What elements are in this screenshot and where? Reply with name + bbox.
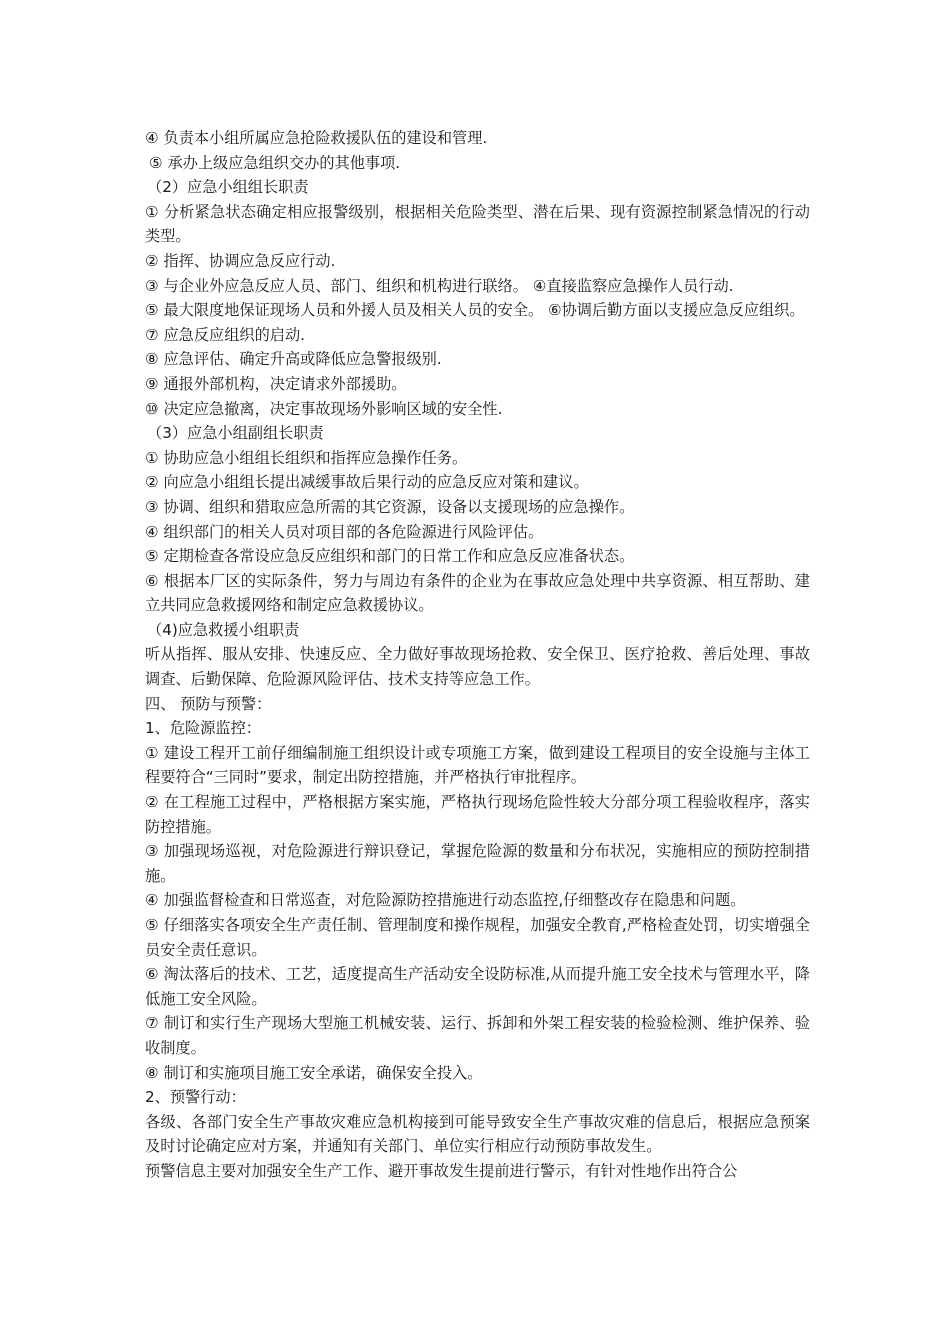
paragraph: （2）应急小组组长职责 — [147, 178, 309, 197]
paragraph: （4)应急救援小组职责 — [147, 620, 300, 639]
paragraph: 预警信息主要对加强安全生产工作、避开事故发生提前进行警示，有针对性地作出符合公 — [145, 1161, 738, 1180]
paragraph: ④ 组织部门的相关人员对项目部的各危险源进行风险评估。 — [145, 522, 544, 541]
paragraph: ① 协助应急小组组长组织和指挥应急操作任务。 — [145, 448, 468, 467]
paragraph: （3）应急小组副组长职责 — [147, 424, 324, 443]
paragraph: ③ 协调、组织和猎取应急所需的其它资源，设备以支援现场的应急操作。 — [145, 497, 635, 516]
paragraph: ③ 加强现场巡视，对危险源进行辩识登记，掌握危险源的数量和分布状况，实施相应的预防控制措施。 — [145, 842, 810, 885]
paragraph: ① 建设工程开工前仔细编制施工组织设计或专项施工方案，做到建设工程项目的安全设施与主体工程要符合“三同时”要求，制定出防控措施，并严格执行审批程序。 — [145, 743, 810, 787]
paragraph: 1、危险源监控： — [145, 719, 261, 738]
document-body — [145, 126, 810, 1184]
paragraph: ⑤ 承办上级应急组织交办的其他事项. — [149, 153, 401, 172]
paragraph: ⑤ 仔细落实各项安全生产责任制、管理制度和操作规程，加强安全教育,严格检查处罚，切实增强全员安全责任意识。 — [145, 916, 810, 959]
paragraph: ⑥ 根据本厂区的实际条件，努力与周边有条件的企业为在事故应急处理中共享资源、相互帮助、建立共同应急救援网络和制定应急救援协议。 — [145, 571, 810, 615]
paragraph: ⑨ 通报外部机构，决定请求外部援助。 — [145, 374, 407, 393]
paragraph: ⑤ 定期检查各常设应急反应组织和部门的日常工作和应急反应准备状态。 — [145, 547, 635, 566]
paragraph: ④ 加强监督检查和日常巡查，对危险源防控措施进行动态监控,仔细整改存在隐患和问题。 — [145, 891, 746, 910]
paragraph: ④ 负责本小组所属应急抢险救援队伍的建设和管理. — [145, 129, 488, 147]
paragraph: ① 分析紧急状态确定相应报警级别，根据相关危险类型、潜在后果、现有资源控制紧急情况的行动类型。 — [145, 202, 810, 246]
paragraph: ⑥ 淘汰落后的技术、工艺，适度提高生产活动安全设防标准,从而提升施工安全技术与管理水平，降低施工安全风险。 — [145, 965, 810, 1008]
paragraph: ⑧ 应急评估、确定升高或降低应急警报级别. — [145, 350, 442, 369]
paragraph: ⑤ 最大限度地保证现场人员和外援人员及相关人员的安全。 ⑥协调后勤方面以支援应急反应组织。 — [145, 301, 805, 320]
paragraph: 听从指挥、服从安排、快速反应、全力做好事故现场抢救、安全保卫、医疗抢救、善后处理、事故调查、后勤保障、危险源风险评估、技术支持等应急工作。 — [145, 645, 810, 689]
paragraph: ⑩ 决定应急撤离，决定事故现场外影响区域的安全性. — [145, 399, 503, 418]
paragraph: ⑦ 应急反应组织的启动. — [145, 325, 305, 344]
paragraph: 各级、各部门安全生产事故灾难应急机构接到可能导致安全生产事故灾难的信息后，根据应急预案及时讨论确定应对方案，并通知有关部门、单位实行相应行动预防事故发生。 — [145, 1112, 810, 1156]
paragraph: ② 指挥、协调应急反应行动. — [145, 251, 336, 270]
paragraph: ③ 与企业外应急反应人员、部门、组织和机构进行联络。 ④直接监察应急操作人员行动. — [145, 276, 734, 295]
paragraph: ⑧ 制订和实施项目施工安全承诺，确保安全投入。 — [145, 1063, 483, 1082]
paragraph: 2、预警行动： — [145, 1088, 246, 1107]
paragraph: ⑦ 制订和实行生产现场大型施工机械安装、运行、拆卸和外架工程安装的检验检测、维护保养、验收制度。 — [145, 1014, 810, 1057]
paragraph: 四、 预防与预警： — [145, 694, 272, 713]
paragraph: ② 向应急小组组长提出减缓事故后果行动的应急反应对策和建议。 — [145, 473, 589, 492]
paragraph: ② 在工程施工过程中，严格根据方案实施，严格执行现场危险性较大分部分项工程验收程序，落实防控措施。 — [145, 793, 810, 836]
